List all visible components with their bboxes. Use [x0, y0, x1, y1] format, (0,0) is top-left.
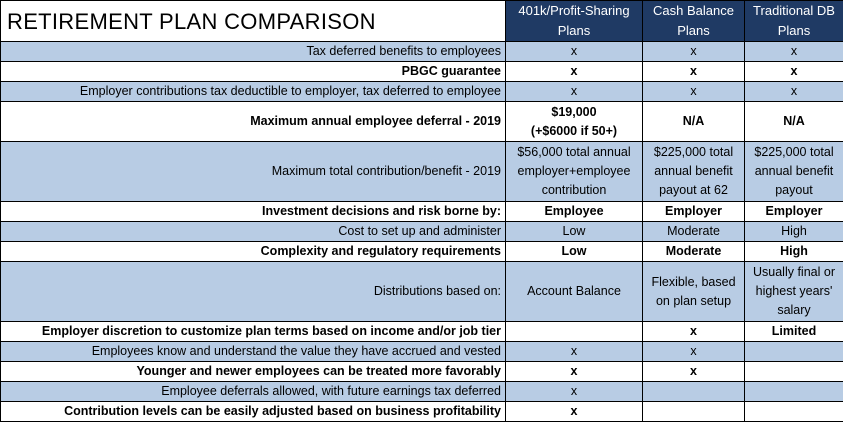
value-line: (+$6000 if 50+) [530, 123, 618, 138]
row-value-col-1: Account Balance [506, 262, 643, 322]
table-row [1, 62, 843, 82]
row-value-col-2: x [643, 42, 745, 62]
row-label: Employee deferrals allowed, with future earnings tax deferred [1, 382, 506, 402]
row-label: Employer contributions tax deductible to employer, tax deferred to employee [1, 82, 506, 102]
row-value-col-2 [643, 382, 745, 402]
table-row [1, 142, 843, 202]
table-row [1, 382, 843, 402]
table-body [1, 42, 843, 422]
row-value-col-2: N/A [643, 102, 745, 142]
table-row [1, 262, 843, 322]
row-label: Tax deferred benefits to employees [1, 42, 506, 62]
row-label: PBGC guarantee [1, 62, 506, 82]
row-value-col-3 [745, 382, 843, 402]
row-value-col-2: x [643, 62, 745, 82]
row-value-col-2: Employer [643, 202, 745, 222]
row-value-col-2: Moderate [643, 222, 745, 242]
page-title: RETIREMENT PLAN COMPARISON [1, 1, 506, 42]
table-row [1, 342, 843, 362]
table-row [1, 322, 843, 342]
row-value-col-2: $225,000 total annual benefit payout at 62 [643, 142, 745, 202]
row-label: Employees know and understand the value they have accrued and vested [1, 342, 506, 362]
row-value-col-1 [506, 322, 643, 342]
row-value-col-1: x [506, 42, 643, 62]
row-label: Distributions based on: [1, 262, 506, 322]
column-header-401k: 401k/Profit-Sharing Plans [506, 1, 643, 42]
row-value-col-3: High [745, 222, 843, 242]
row-label: Maximum total contribution/benefit - 2019 [1, 142, 506, 202]
row-value-col-2 [643, 402, 745, 422]
row-value-col-1: $56,000 total annual employer+employee contribution [506, 142, 643, 202]
table-row [1, 42, 843, 62]
row-label: Employer discretion to customize plan terms based on income and/or job tier [1, 322, 506, 342]
table-row [1, 202, 843, 222]
row-value-col-1: Low [506, 242, 643, 262]
row-value-col-3: x [745, 62, 843, 82]
row-value-col-1 [506, 102, 643, 142]
row-value-col-3: $225,000 total annual benefit payout [745, 142, 843, 202]
row-label: Investment decisions and risk borne by: [1, 202, 506, 222]
table-row [1, 362, 843, 382]
row-value-col-3 [745, 342, 843, 362]
row-label: Younger and newer employees can be treated more favorably [1, 362, 506, 382]
row-value-col-3 [745, 362, 843, 382]
table-row [1, 402, 843, 422]
row-value-col-2: x [643, 362, 745, 382]
row-value-col-2: x [643, 82, 745, 102]
table-row [1, 242, 843, 262]
row-value-col-1: x [506, 62, 643, 82]
row-value-col-2: x [643, 322, 745, 342]
row-value-col-3: x [745, 42, 843, 62]
row-value-col-3: x [745, 82, 843, 102]
table-row [1, 82, 843, 102]
row-value-col-1: x [506, 402, 643, 422]
row-value-col-1: Low [506, 222, 643, 242]
row-value-col-2: Flexible, based on plan setup [643, 262, 745, 322]
row-value-col-1: Employee [506, 202, 643, 222]
row-value-col-1: x [506, 82, 643, 102]
column-header-traditional-db: Traditional DB Plans [745, 1, 843, 42]
row-value-col-3: Limited [745, 322, 843, 342]
table-row [1, 102, 843, 142]
row-label: Complexity and regulatory requirements [1, 242, 506, 262]
value-line: $19,000 [551, 104, 597, 119]
row-value-col-3: High [745, 242, 843, 262]
row-value-col-1: x [506, 362, 643, 382]
row-value-col-3: Usually final or highest years' salary [745, 262, 843, 322]
row-value-col-2: Moderate [643, 242, 745, 262]
row-label: Contribution levels can be easily adjusted based on business profitability [1, 402, 506, 422]
row-value-col-3: Employer [745, 202, 843, 222]
row-value-col-3: N/A [745, 102, 843, 142]
row-label: Maximum annual employee deferral - 2019 [1, 102, 506, 142]
row-label: Cost to set up and administer [1, 222, 506, 242]
column-header-cash-balance: Cash Balance Plans [643, 1, 745, 42]
row-value-col-2: x [643, 342, 745, 362]
row-value-col-1: x [506, 342, 643, 362]
row-value-col-3 [745, 402, 843, 422]
row-value-col-1: x [506, 382, 643, 402]
table-row [1, 222, 843, 242]
